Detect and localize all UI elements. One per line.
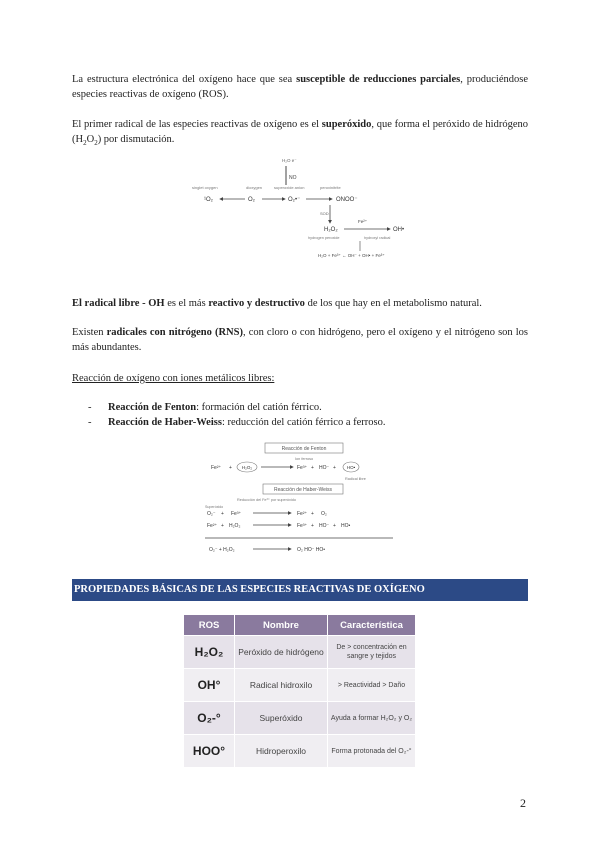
svg-text:Reducción del Fe³⁺ por superóx: Reducción del Fe³⁺ por superóxido [237, 498, 296, 502]
table-header-row [184, 615, 416, 636]
section-heading: PROPIEDADES BÁSICAS DE LAS ESPECIES REACTIVAS DE OXÍGENO [72, 579, 528, 601]
svg-text:H₂O₂: H₂O₂ [229, 523, 241, 529]
svg-text:singlet oxygen: singlet oxygen [192, 185, 218, 190]
svg-text:Radical libre: Radical libre [345, 477, 366, 481]
paragraph-superoxide: El primer radical de las especies reactivas de oxígeno es el superóxido, que forma el peróxido de hidrógeno $(H_2O_2)$ por dismutación. [72, 119, 528, 148]
paragraph-metal-ions: Reacción de oxígeno con iones metálicos libres: [72, 373, 275, 384]
page-number: 2 [520, 796, 526, 810]
svg-text:OH•: OH• [393, 227, 405, 233]
table-row: OH° Radical hidroxilo > Reactividad > Daño [184, 669, 416, 702]
svg-text:O₂: O₂ [248, 197, 255, 203]
paragraph-rns: Existen radicales con nitrógeno (RNS), con cloro o con hidrógeno, pero el oxígeno y el nitrógeno son los más abundantes. [72, 327, 528, 353]
svg-text:Fe³⁺: Fe³⁺ [297, 465, 308, 471]
svg-text:SOD: SOD [320, 211, 329, 216]
svg-text:HO•: HO• [341, 523, 351, 529]
svg-text:superoxide anion: superoxide anion [274, 185, 305, 190]
svg-text:+: + [229, 465, 232, 471]
list-item: - Reacción de Haber-Weiss: reducción del catión férrico a ferroso. [88, 417, 386, 428]
svg-text:+: + [311, 511, 314, 517]
svg-text:¹O₂: ¹O₂ [204, 197, 213, 203]
svg-text:O₂⁻: O₂⁻ [207, 511, 216, 517]
column-header: ROS [184, 615, 235, 636]
column-header: Característica [328, 615, 416, 636]
svg-text:+: + [333, 465, 336, 471]
svg-text:hydrogen peroxide: hydrogen peroxide [308, 236, 340, 240]
table-row: HOO° Hidroperoxilo Forma protonada del O₂-° [184, 735, 416, 768]
table-row: H₂O₂ Peróxido de hidrógeno De > concentración en sangre y tejidos [184, 636, 416, 669]
svg-text:dioxygen: dioxygen [246, 185, 263, 190]
svg-text:Fe²⁺: Fe²⁺ [358, 219, 368, 224]
fenton-haber-weiss-diagram [203, 440, 398, 560]
top-label: H₂O e⁻ [282, 158, 297, 163]
no-label: NO [289, 175, 297, 181]
svg-text:O₂⁻ + H₂O₂: O₂⁻ + H₂O₂ [209, 547, 235, 553]
svg-text:+: + [221, 511, 224, 517]
svg-text:Fe²⁺: Fe²⁺ [297, 511, 308, 517]
reaction-list [88, 400, 528, 430]
svg-text:ONOO⁻: ONOO⁻ [336, 197, 358, 203]
svg-text:O₂•⁻: O₂•⁻ [288, 197, 301, 203]
ros-table [183, 614, 416, 768]
svg-text:Fe²⁺: Fe²⁺ [211, 465, 222, 471]
svg-text:Reacción de Haber-Weiss: Reacción de Haber-Weiss [274, 487, 332, 493]
paragraph-oh-radical: El radical libre - OH es el más reactivo y destructivo de los que hay en el metabolismo natural. [72, 298, 482, 309]
svg-text:Fe³⁺: Fe³⁺ [231, 511, 242, 517]
svg-text:Fe²⁺: Fe²⁺ [207, 523, 218, 529]
svg-text:HO⁻: HO⁻ [319, 465, 330, 471]
column-header: Nombre [235, 615, 328, 636]
svg-text:+: + [221, 523, 224, 529]
svg-text:+: + [311, 523, 314, 529]
svg-text:Reacción de Fenton: Reacción de Fenton [281, 446, 327, 452]
list-item: - Reacción de Fenton: formación del catión férrico. [88, 402, 322, 413]
ros-formation-diagram [190, 155, 410, 265]
svg-text:Superóxido: Superóxido [205, 505, 224, 509]
svg-text:H₂O₂: H₂O₂ [241, 465, 253, 470]
paragraph-electronic-structure: La estructura electrónica del oxígeno hace que sea susceptible de reducciones parciales, produciéndose especies reactivas de oxígeno (ROS). [72, 74, 528, 100]
svg-text:HO•: HO• [346, 465, 356, 470]
svg-text:+: + [311, 465, 314, 471]
table-row: O₂-° Superóxido Ayuda a formar H₂O₂ y O₂ [184, 702, 416, 735]
svg-text:Ion ferroso: Ion ferroso [295, 457, 314, 461]
svg-text:O₂ HO⁻ HO•: O₂ HO⁻ HO• [297, 547, 325, 553]
svg-text:+: + [333, 523, 336, 529]
svg-text:HO⁻: HO⁻ [319, 523, 330, 529]
svg-text:peroxinitrite: peroxinitrite [320, 185, 341, 190]
svg-text:H₂O + Fe³⁺ ← OH⁻ + OH• + Fe³: H₂O + Fe³⁺ ← OH⁻ + OH• + Fe³⁺ [318, 253, 385, 258]
svg-text:hydroxyl radical: hydroxyl radical [364, 236, 391, 240]
svg-text:O₂: O₂ [321, 511, 327, 517]
svg-text:Fe³⁺: Fe³⁺ [297, 523, 308, 529]
svg-text:H₂O₂: H₂O₂ [324, 227, 338, 233]
